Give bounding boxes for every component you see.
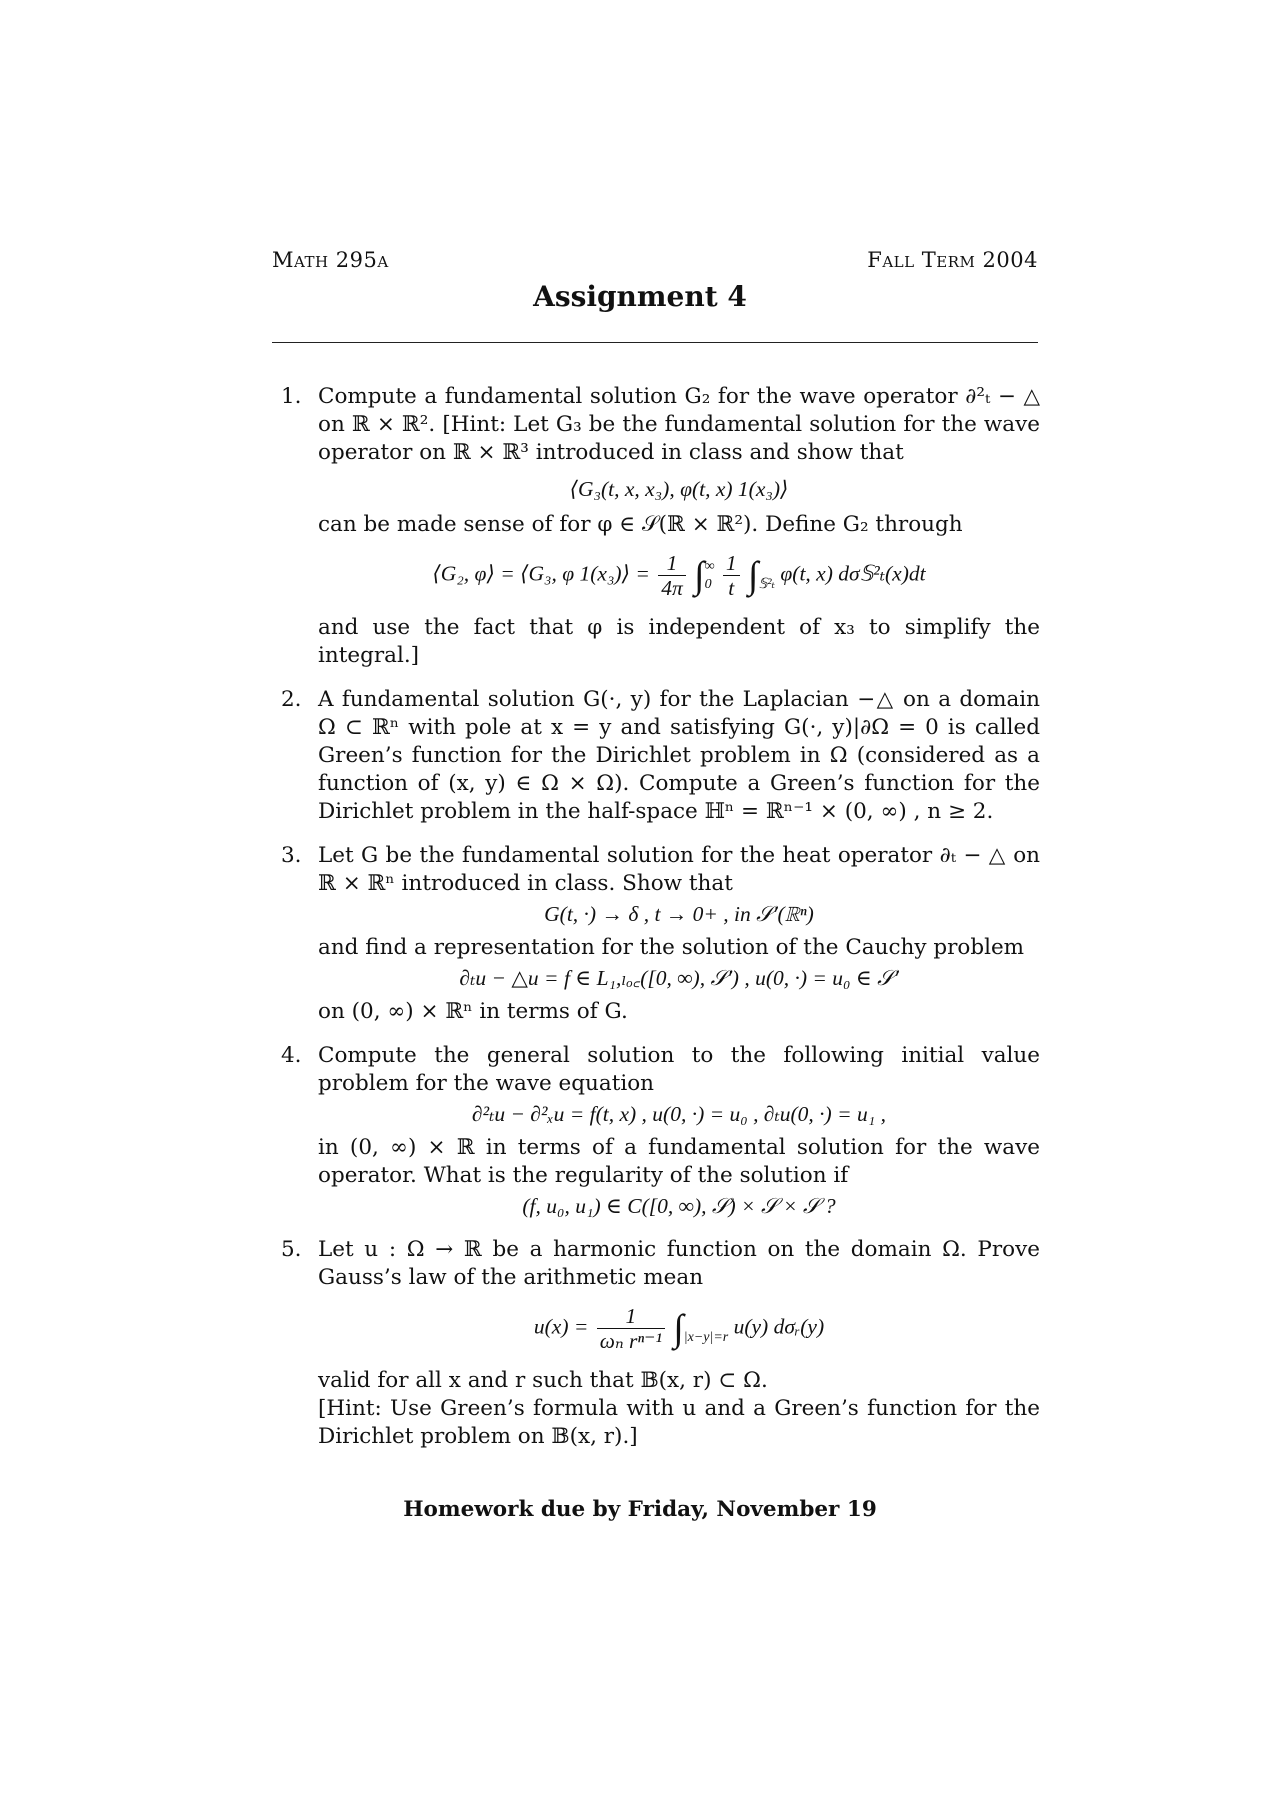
problem-text: in (0, ∞) × ℝ in terms of a fundamental solution for the wave operator. What is the regularity of the solution if: [318, 1135, 1040, 1188]
problem-3: [281, 842, 1040, 1026]
equation-integral: [318, 551, 1040, 600]
problem-text: Let u : Ω → ℝ be a harmonic function on the domain Ω. Prove Gauss’s law of the arithmetic mean: [318, 1237, 1040, 1290]
integral-sign: ∫: [748, 554, 759, 597]
equation: ∂ₜu − △u = f ∈ L₁,ₗₒ꜀([0, ∞), 𝒮′) , u(0, ·) = u₀ ∈ 𝒮′: [459, 966, 899, 990]
problem-text: valid for all x and r such that 𝔹(x, r) ⊂ Ω.: [318, 1368, 768, 1393]
problem-number: 3.: [281, 843, 302, 868]
fraction-denominator: 4π: [661, 576, 683, 600]
fraction-numerator: 1: [658, 551, 686, 576]
integral-upper-limit: ∞: [704, 558, 715, 574]
fraction: [597, 1304, 665, 1353]
problem-text: on (0, ∞) × ℝⁿ in terms of G.: [318, 999, 628, 1024]
problem-4: [281, 1042, 1040, 1220]
fraction-denominator: t: [728, 576, 735, 600]
problem-1: [281, 383, 1040, 670]
equation-rhs: u(y) dσᵣ(y): [733, 1314, 825, 1339]
equation: G(t, ·) → δ , t → 0+ , in 𝒮′(ℝⁿ): [544, 902, 814, 926]
problem-text: A fundamental solution G(·, y) for the Laplacian −△ on a domain Ω ⊂ ℝⁿ with pole at x = y and satisfying G(·, y)|∂Ω = 0 is called Green’s function for the Dirichlet problem in Ω (considered as a function of (x, y) ∈ Ω × Ω). Compute a Green’s function for the Dirichlet problem in the half-space ℍⁿ = ℝⁿ⁻¹ × (0, ∞) , n ≥ 2.: [318, 687, 1040, 824]
problem-text: [Hint: Use Green’s formula with u and a Green’s function for the Dirichlet problem on 𝔹(x, r).]: [318, 1396, 1040, 1449]
integral-sign: ∫: [694, 554, 705, 597]
header-divider: [272, 342, 1038, 343]
equation: ⟨G₃(t, x, x₃), φ(t, x) 1(x₃)⟩: [569, 477, 789, 501]
problem-list: [281, 383, 1040, 1467]
problem-text: Compute a fundamental solution G₂ for the wave operator ∂²ₜ − △ on ℝ × ℝ². [Hint: Let G₃ be the fundamental solution for the wave operator on ℝ × ℝ³ introduced in class and show that: [318, 384, 1040, 465]
integral-lower-limit: 0: [704, 576, 712, 592]
due-date-note: Homework due by Friday, November 19: [403, 1497, 877, 1522]
fraction-numerator: 1: [723, 551, 740, 576]
problem-2: [281, 686, 1040, 826]
integral-limits: [684, 1311, 728, 1347]
problem-text: Compute the general solution to the following initial value problem for the wave equation: [318, 1043, 1040, 1096]
fraction: [658, 551, 686, 600]
fraction-numerator: 1: [597, 1304, 665, 1329]
integral-sign: ∫: [673, 1307, 684, 1350]
problem-text: can be made sense of for φ ∈ 𝒮(ℝ × ℝ²). Define G₂ through: [318, 512, 963, 537]
integral-limits: [705, 558, 715, 594]
course-name: Math 295a: [272, 248, 389, 272]
integral-lower-limit: |x−y|=r: [683, 1329, 729, 1345]
problem-text: and find a representation for the solution of the Cauchy problem: [318, 935, 1025, 960]
equation: ∂²ₜu − ∂²ₓu = f(t, x) , u(0, ·) = u₀ , ∂ₜu(0, ·) = u₁ ,: [472, 1102, 886, 1126]
integral-limits: [758, 558, 775, 594]
page-header: [272, 248, 1038, 278]
fraction-denominator: ωₙ rⁿ⁻¹: [599, 1329, 662, 1353]
equation-integral: [318, 1304, 1040, 1353]
problem-number: 5.: [281, 1237, 302, 1262]
problem-number: 1.: [281, 384, 302, 409]
problem-text: Let G be the fundamental solution for the heat operator ∂ₜ − △ on ℝ × ℝⁿ introduced in class. Show that: [318, 843, 1040, 896]
equation-lhs: ⟨G₂, φ⟩ = ⟨G₃, φ 1(x₃)⟩ =: [432, 561, 650, 586]
problem-number: 2.: [281, 687, 302, 712]
problem-5: [281, 1236, 1040, 1451]
problem-text: and use the fact that φ is independent of x₃ to simplify the integral.]: [318, 615, 1040, 668]
equation-rhs: φ(t, x) dσ𝕊²ₜ(x)dt: [780, 561, 926, 586]
equation: (f, u₀, u₁) ∈ C([0, ∞), 𝒮) × 𝒮 × 𝒮 ?: [522, 1194, 836, 1218]
page-title: Assignment 4: [533, 280, 747, 313]
integral-lower-limit: 𝕊²ₜ: [758, 576, 776, 592]
equation-lhs: u(x) =: [533, 1314, 589, 1339]
term-name: Fall Term 2004: [867, 248, 1038, 272]
problem-number: 4.: [281, 1043, 302, 1068]
fraction: [723, 551, 740, 600]
